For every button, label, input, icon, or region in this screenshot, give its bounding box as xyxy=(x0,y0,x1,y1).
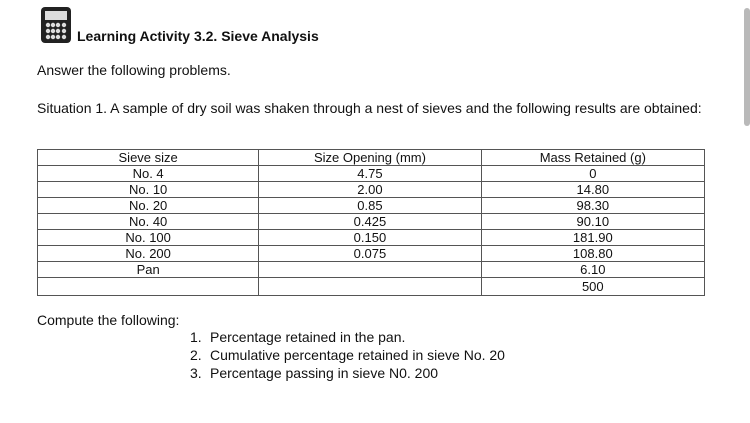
list-item xyxy=(190,346,505,364)
instructions-text: Answer the following problems. xyxy=(37,62,231,78)
cell-sieve-size: No. 40 xyxy=(38,214,259,230)
cell-mass-retained: 6.10 xyxy=(481,262,704,278)
cell-sieve-size xyxy=(38,278,259,296)
task-text: Percentage passing in sieve N0. 200 xyxy=(210,365,439,381)
header-size-opening: Size Opening (mm) xyxy=(259,150,481,166)
table-row xyxy=(38,230,705,246)
calculator-icon xyxy=(40,6,72,44)
cell-mass-total: 500 xyxy=(481,278,704,296)
task-list xyxy=(190,328,505,382)
scrollbar[interactable] xyxy=(744,8,750,126)
task-text: Percentage retained in the pan. xyxy=(210,329,406,345)
task-text: Cumulative percentage retained in sieve No. 20 xyxy=(210,347,505,363)
sieve-analysis-table xyxy=(37,149,705,296)
cell-sieve-size: Pan xyxy=(38,262,259,278)
cell-mass-retained: 181.90 xyxy=(481,230,704,246)
cell-mass-retained: 0 xyxy=(481,166,704,182)
activity-header xyxy=(40,6,319,44)
task-number: 3. xyxy=(190,365,202,381)
task-number: 1. xyxy=(190,329,202,345)
situation-text: Situation 1. A sample of dry soil was shaken through a nest of sieves and the following results are obtained: xyxy=(37,100,702,116)
cell-sieve-size: No. 200 xyxy=(38,246,259,262)
cell-size-opening: 2.00 xyxy=(259,182,481,198)
table-header-row xyxy=(38,150,705,166)
list-item xyxy=(190,328,505,346)
cell-mass-retained: 90.10 xyxy=(481,214,704,230)
table-row xyxy=(38,198,705,214)
cell-size-opening xyxy=(259,278,481,296)
table-total-row xyxy=(38,278,705,296)
cell-size-opening xyxy=(259,262,481,278)
cell-size-opening: 4.75 xyxy=(259,166,481,182)
table-row xyxy=(38,166,705,182)
header-sieve-size: Sieve size xyxy=(38,150,259,166)
table-row xyxy=(38,214,705,230)
cell-size-opening: 0.425 xyxy=(259,214,481,230)
cell-mass-retained: 14.80 xyxy=(481,182,704,198)
cell-size-opening: 0.150 xyxy=(259,230,481,246)
list-item xyxy=(190,364,505,382)
cell-size-opening: 0.85 xyxy=(259,198,481,214)
table-row xyxy=(38,246,705,262)
compute-label: Compute the following: xyxy=(37,312,180,328)
cell-sieve-size: No. 4 xyxy=(38,166,259,182)
cell-size-opening: 0.075 xyxy=(259,246,481,262)
cell-sieve-size: No. 20 xyxy=(38,198,259,214)
cell-mass-retained: 98.30 xyxy=(481,198,704,214)
task-number: 2. xyxy=(190,347,202,363)
header-mass-retained: Mass Retained (g) xyxy=(481,150,704,166)
page-title: Learning Activity 3.2. Sieve Analysis xyxy=(77,28,319,44)
cell-mass-retained: 108.80 xyxy=(481,246,704,262)
table-row xyxy=(38,182,705,198)
cell-sieve-size: No. 100 xyxy=(38,230,259,246)
table-row xyxy=(38,262,705,278)
cell-sieve-size: No. 10 xyxy=(38,182,259,198)
